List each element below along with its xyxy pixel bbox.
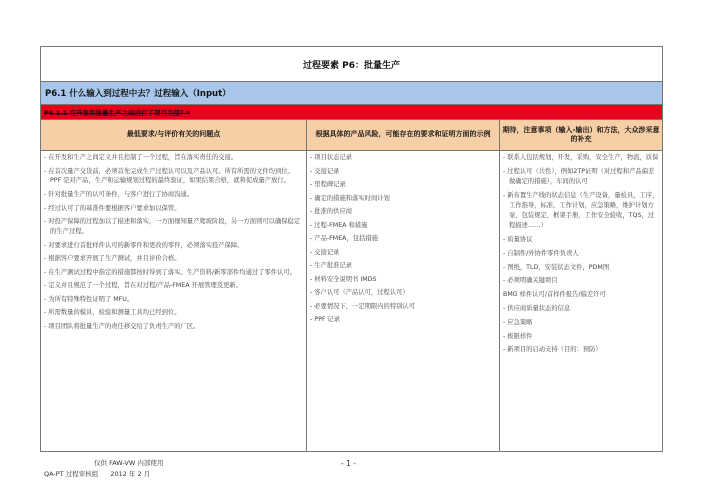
list-item: - 对投产保障的过程加以了描述和落实，一方面细知量产爬坡阶段，另一方面则可以确保稳定的生产过程。	[44, 218, 301, 235]
header-examples: 根据具体的产品风险，可能存在的要求和证明方面的示例	[307, 120, 500, 151]
examples-list	[307, 151, 499, 325]
list-item: - 必要情况下，一定期限内的特别认可	[310, 302, 416, 310]
subquestion-text: P6.1.1 在开发和批量生产之间进行了项目交接？*	[41, 105, 663, 120]
footer-docinfo	[44, 469, 160, 478]
list-item: - 必须明确关键项目	[503, 277, 558, 285]
column-header-row	[41, 120, 663, 151]
list-item: - 根据客户要求开展了生产测试，并且评价合格。	[44, 255, 181, 263]
list-item: - PPF 记录	[310, 316, 341, 324]
list-item: - 图纸，TLD，安装状态文件，PDM图	[503, 263, 610, 271]
list-item: - 过程-FMEA 和措施	[310, 221, 368, 229]
requirements-cell	[41, 151, 307, 452]
list-item: - 批准的供应商	[310, 208, 353, 216]
list-item: - 质量协议	[503, 236, 533, 244]
list-item: - 产品-FMEA，包括措施	[310, 235, 378, 243]
examples-cell	[307, 151, 500, 452]
question-row	[41, 82, 663, 105]
list-item: - 项目状态记录	[310, 154, 353, 161]
list-item: - 为所有特殊特性证明了 MFU。	[44, 295, 134, 303]
list-item: - 极限样件	[503, 332, 533, 340]
list-item: - 生产批准记录	[310, 262, 353, 270]
list-item: - 确定的措施和落实时间计划	[310, 194, 390, 202]
list-item: - 里程碑记录	[310, 181, 346, 189]
list-item: - 材料安全说明书 IMDS	[310, 275, 377, 283]
question-text: P6.1 什么输入到过程中去？过程输入（Input）	[41, 82, 663, 105]
list-item: - 新项目的启动支持（目的：预防）	[503, 346, 602, 354]
list-item: - 对要求进行首批样件认可的新零件和更改的零件，必须落实投产保障。	[44, 241, 244, 249]
list-item: - 交接记录	[310, 248, 340, 256]
footer-date: 2012 年 2 月	[110, 470, 151, 478]
list-item: - 经过认可了的基准件要根据客户要求加以保管。	[44, 204, 181, 212]
requirements-list	[41, 151, 306, 332]
document-page	[40, 46, 662, 452]
footer-confidential: 仅供 FAW-VW 内部使用	[94, 459, 164, 467]
list-item: - 自制件/外协件零件负责人	[503, 249, 579, 257]
list-item: - 交接记录	[310, 167, 340, 175]
subquestion-row	[41, 105, 663, 120]
page-title: 过程要素 P6：批量生产	[41, 47, 663, 82]
expectations-cell	[500, 151, 663, 452]
content-row	[41, 151, 663, 452]
list-item: - 定义并且规范了一个过程，旨在对过程/产品-FMEA 开展管理及更新。	[44, 282, 243, 290]
list-item: - 在生产测试过程中指定的措施都按时得到了落实。生产资料/新零部件均通过了零件认可。	[44, 268, 296, 276]
header-min-requirements: 最低要求/与评价有关的问题点	[41, 120, 307, 151]
list-item: - 应急策略	[503, 318, 533, 326]
page-number: - 1 -	[341, 459, 356, 468]
expectations-list	[500, 151, 662, 356]
audit-table	[40, 46, 663, 452]
list-item: - 新布置生产线的状态信息（生产设备，量检具，工序，工作指导，标准，工作计划，应急策略，维护计划方案，包装规定，框架手册，工作安全验收，TQS，过程描述……）	[503, 191, 659, 230]
list-item: - 客户认可（产品认可，过程认可）	[310, 289, 409, 297]
footer-doc-id: QA-PT 过程审核组	[44, 470, 99, 478]
title-row	[41, 47, 663, 82]
list-item: - 供应商质量状态的信息	[503, 305, 571, 312]
list-item: - 在首次量产交货前，必须首先完成生产过程认可以及产品认可。所有所需的文件均到位。PPF 是对产品，生产和运输规划过程的最终验证，如果结果合格，就将促成量产放行。	[44, 167, 294, 185]
list-item: - 针对批量生产的认可条件，与客户进行了协商沟通。	[44, 191, 194, 198]
list-item: - 联系人包括规划，开发，采购，安全生产，物流，质保	[503, 154, 659, 161]
list-item: BMG 样件认可/首样件报告/偏差许可	[503, 291, 606, 299]
header-expectations: 期待，注意事项（输入-输出）和方法，大众涉采意的补充	[500, 120, 663, 151]
list-item: - 过程认可（共性），例如2TP证明（对过程和产品偏差做确定的措施），车间的认可	[503, 167, 655, 185]
list-item: - 在开发和生产之间定义并且控制了一个过程，旨在落实责任的交接。	[44, 154, 238, 161]
list-item: - 所需数量的模具，检验和测量工具均已经到位。	[44, 309, 181, 317]
list-item: - 项目团队将批量生产的责任移交给了负责生产的厂区。	[44, 322, 200, 330]
